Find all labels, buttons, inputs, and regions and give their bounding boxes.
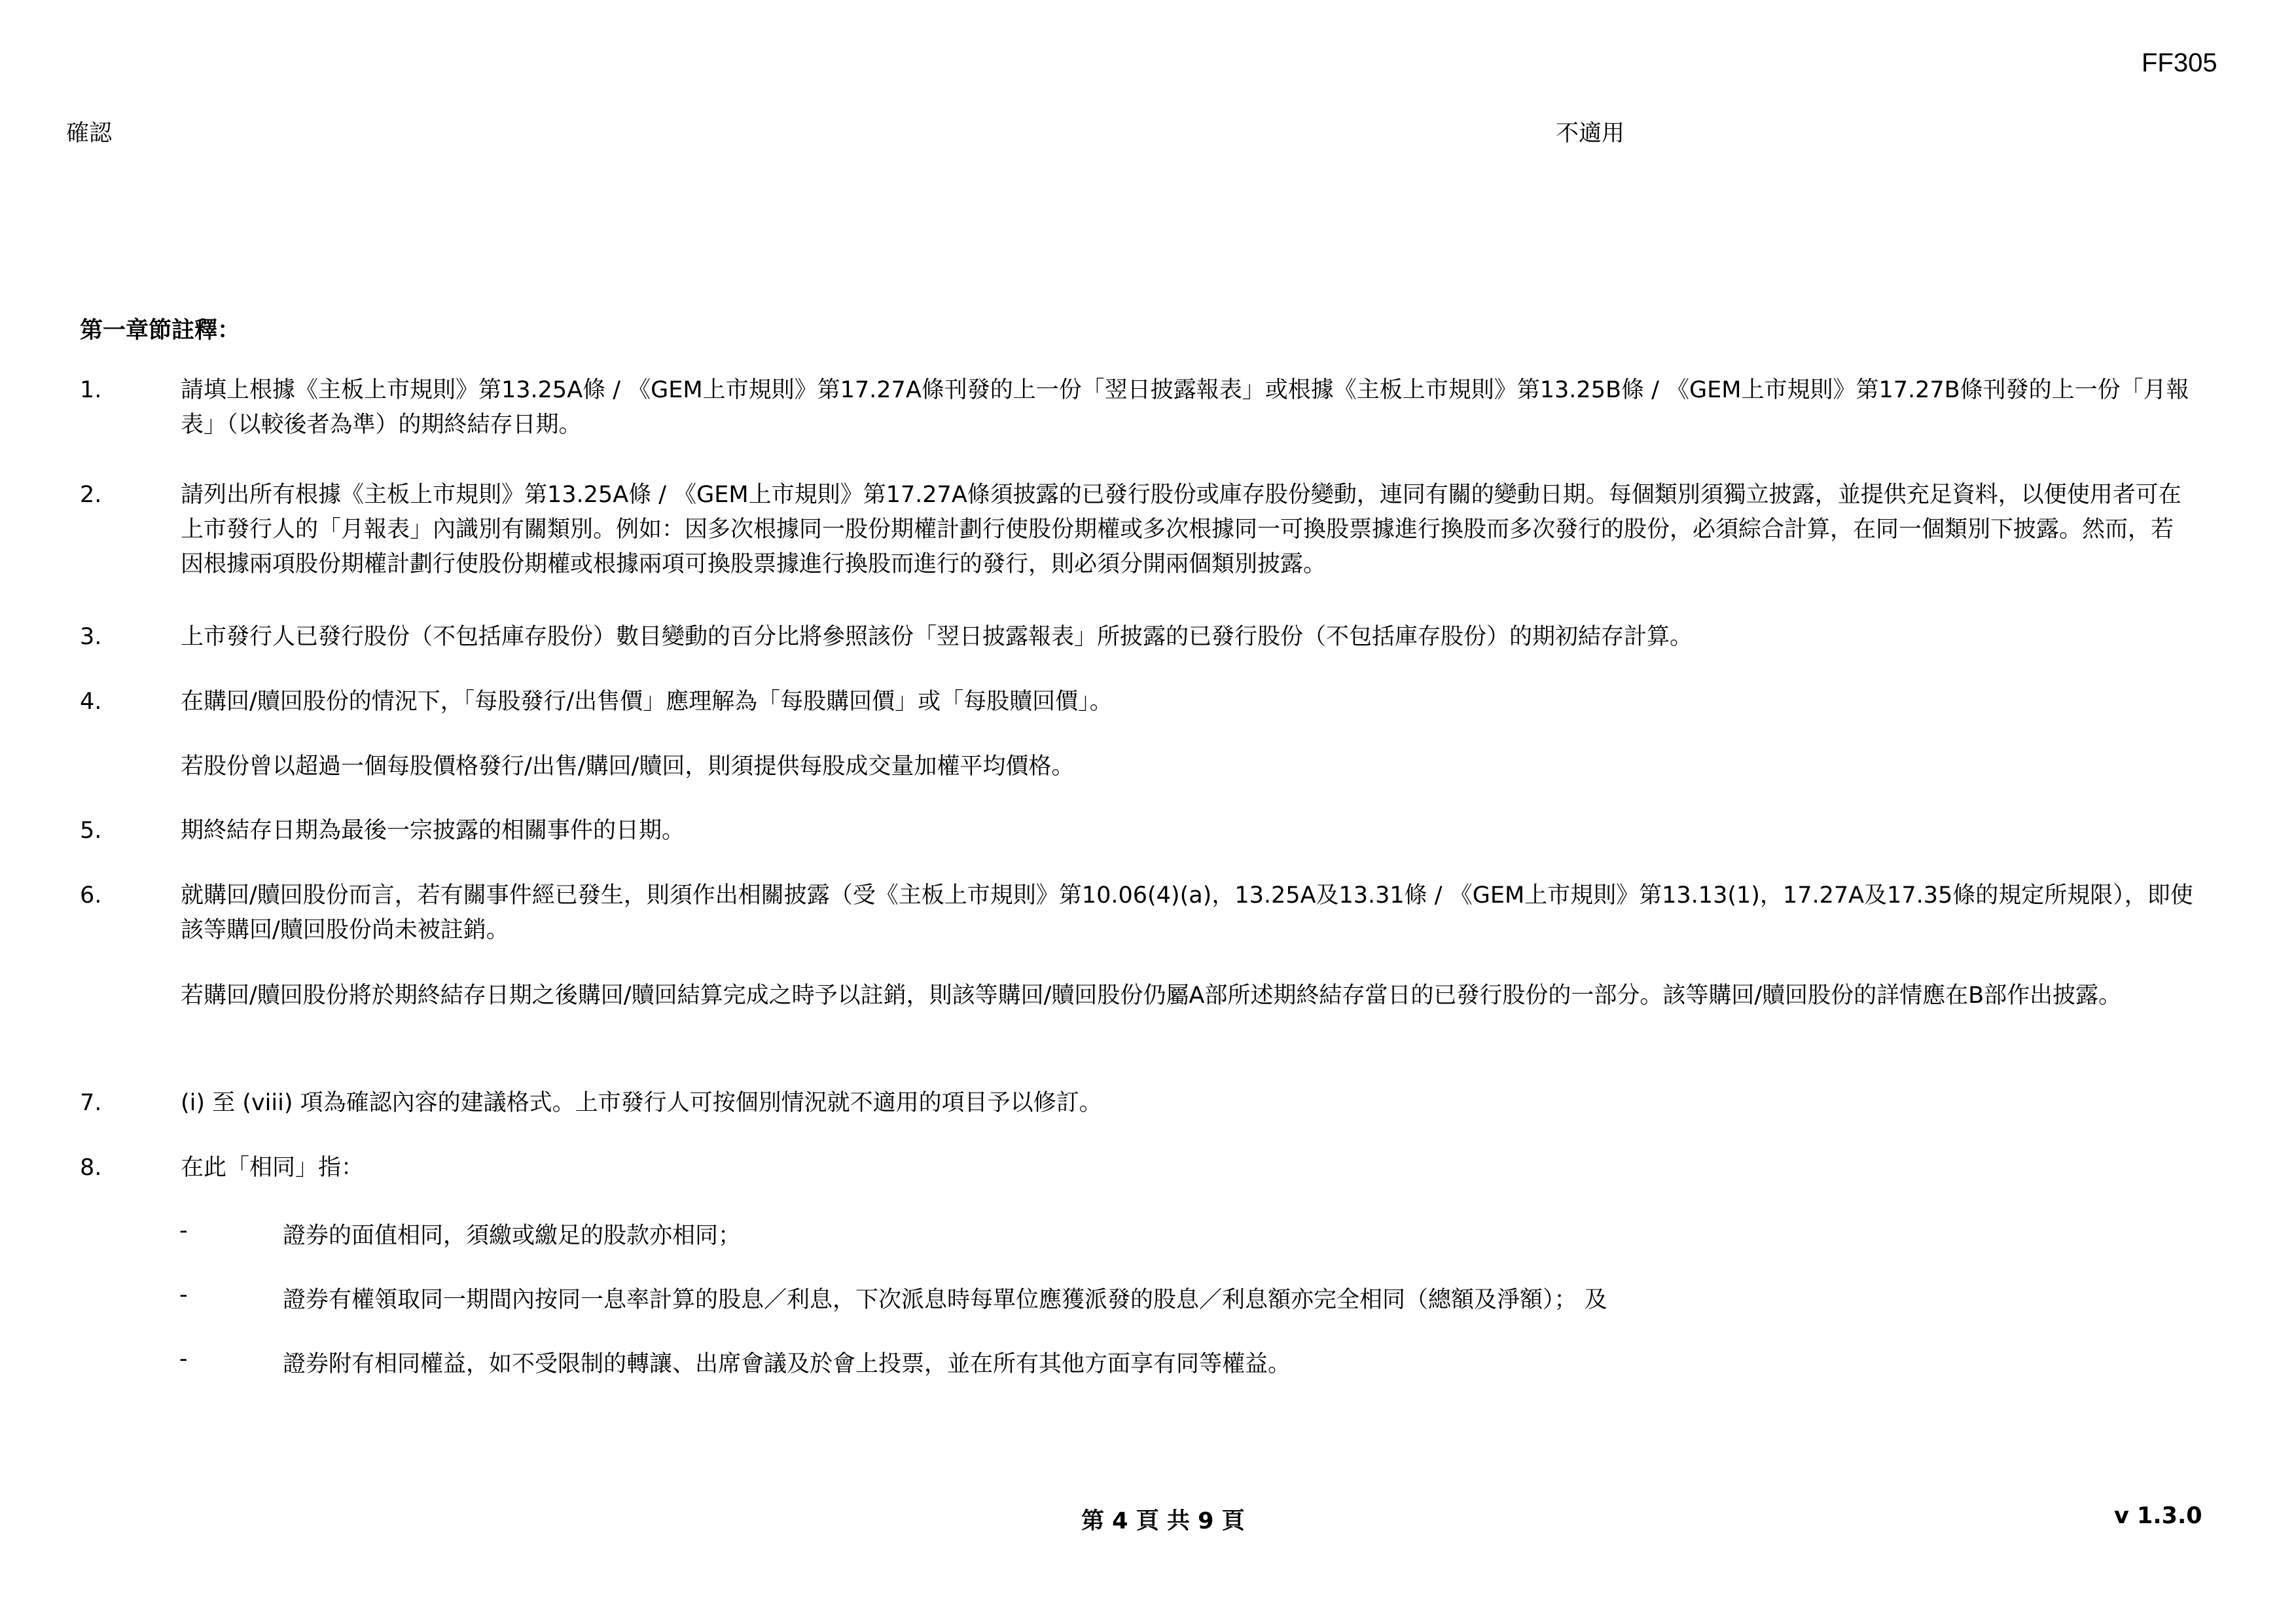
version-label: v 1.3.0 bbox=[2114, 1503, 2202, 1529]
bullet-text: 證券附有相同權益，如不受限制的轉讓、出席會議及於會上投票，並在所有其他方面享有同等權益。 bbox=[283, 1351, 1291, 1377]
note-text: 在此「相同」指： bbox=[181, 1155, 365, 1181]
note-number: 4. bbox=[80, 689, 102, 715]
note-number: 1. bbox=[80, 377, 102, 403]
note-text: 上市發行人已發行股份（不包括庫存股份）數目變動的百分比將參照該份「翌日披露報表」所披露的已發行股份（不包括庫存股份）的期初結存計算。 bbox=[181, 624, 1693, 650]
note-number: 5. bbox=[80, 818, 102, 844]
note-text: 請填上根據《主板上市規則》第13.25A條 / 《GEM上市規則》第17.27A條刊發的上一份「翌日披露報表」或根據《主板上市規則》第13.25B條 / 《GEM上市規則》第17.27B條刊發的上一份「月報表」（以較後者為準）的期終結存日期。 bbox=[181, 377, 2189, 438]
note-text-extra: 若股份曾以超過一個每股價格發行/出售/購回/贖回，則須提供每股成交量加權平均價格。 bbox=[181, 753, 1075, 780]
note-text: 期終結存日期為最後一宗披露的相關事件的日期。 bbox=[181, 818, 685, 844]
confirmation-label: 確認 bbox=[66, 120, 113, 147]
page-number: 第 4 頁 共 9 頁 bbox=[1081, 1508, 1245, 1534]
note-text: (i) 至 (viii) 項為確認內容的建議格式。上市發行人可按個別情況就不適用的項目予以修訂。 bbox=[181, 1090, 1102, 1116]
bullet-text: 證券有權領取同一期間內按同一息率計算的股息／利息，下次派息時每單位應獲派發的股息／利息額亦完全相同（總額及淨額）； 及 bbox=[283, 1287, 1607, 1313]
note-number: 6. bbox=[80, 882, 102, 909]
bullet-dash: - bbox=[179, 1346, 188, 1372]
bullet-dash: - bbox=[179, 1218, 188, 1244]
note-number: 2. bbox=[80, 482, 102, 508]
section-title: 第一章節註釋： bbox=[80, 317, 241, 344]
confirmation-status: 不適用 bbox=[1556, 120, 1625, 147]
form-code: FF305 bbox=[2142, 48, 2217, 77]
note-number: 3. bbox=[80, 624, 102, 650]
bullet-text: 證券的面值相同，須繳或繳足的股款亦相同； bbox=[283, 1223, 742, 1249]
note-text-extra: 若購回/贖回股份將於期終結存日期之後購回/贖回結算完成之時予以註銷，則該等購回/贖回股份仍屬A部所述期終結存當日的已發行股份的一部分。該等購回/贖回股份的詳情應在B部作出披露。 bbox=[181, 983, 2122, 1009]
note-text: 在購回/贖回股份的情況下，「每股發行/出售價」應理解為「每股購回價」或「每股贖回價」。 bbox=[181, 689, 1113, 715]
note-text: 就購回/贖回股份而言，若有關事件經已發生，則須作出相關披露（受《主板上市規則》第10.06(4)(a)，13.25A及13.31條 / 《GEM上市規則》第13.13(1)，17.27A及17.35條的規定所規限），即使該等購回/贖回股份尚未被註銷。 bbox=[181, 882, 2193, 943]
note-number: 7. bbox=[80, 1090, 102, 1116]
bullet-dash: - bbox=[179, 1282, 188, 1308]
note-number: 8. bbox=[80, 1155, 102, 1181]
note-text: 請列出所有根據《主板上市規則》第13.25A條 / 《GEM上市規則》第17.27A條須披露的已發行股份或庫存股份變動，連同有關的變動日期。每個類別須獨立披露，並提供充足資料，以便使用者可在上市發行人的「月報表」內識別有關類別。例如：因多次根據同一股份期權計劃行使股份期權或多次根據同一可換股票據進行換股而多次發行的股份，必須綜合計算，在同一個類別下披露。然而，若因根據兩項股份期權計劃行使股份期權或根據兩項可換股票據進行換股而進行的發行，則必須分開兩個類別披露。 bbox=[181, 482, 2181, 577]
